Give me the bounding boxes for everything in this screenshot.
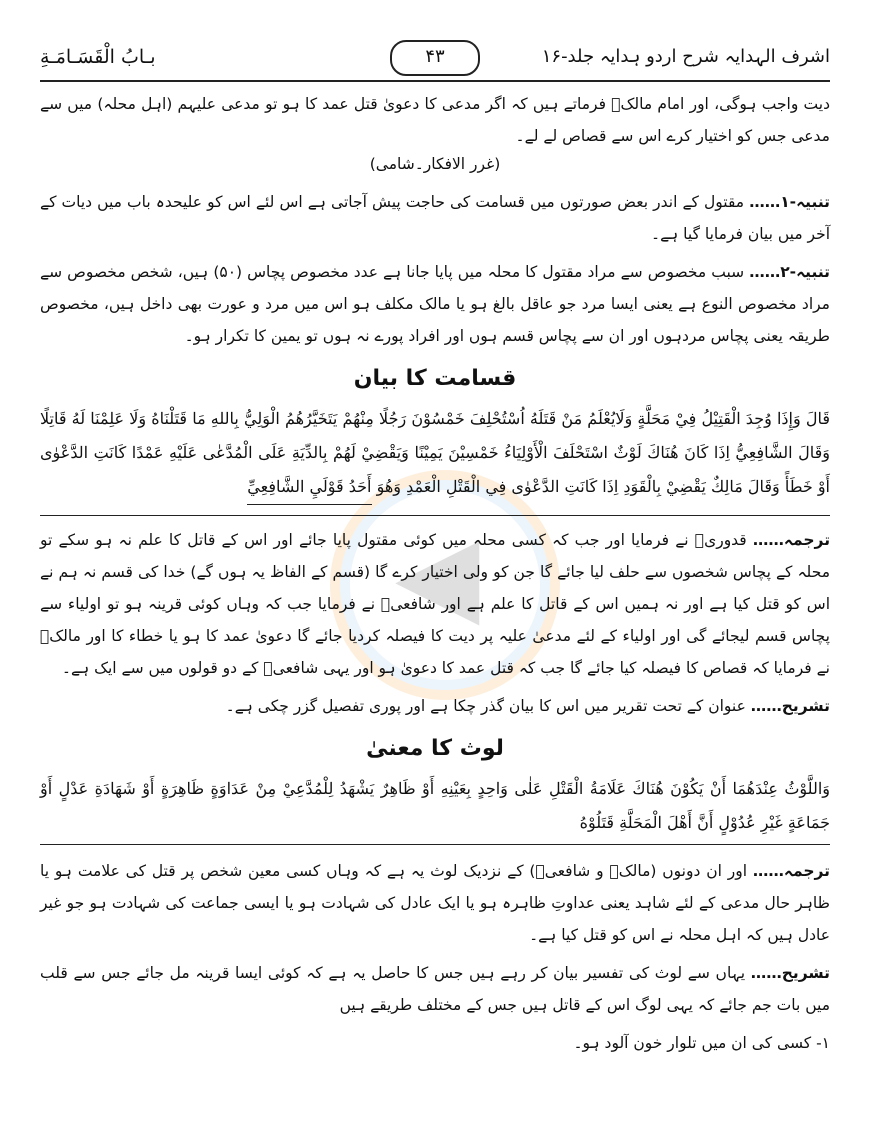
section-2-arabic: وَاللَّوْثُ عِنْدَهُمَا أَنْ يَكُوْنَ هُنَاكَ عَلَامَةُ الْقَتْلِ عَلٰى وَاحِدٍ بِعَيْنِهِ أَوْ ظَاهِرٌ يَشْهَدُ لِلْمُدَّعِيْ مِنْ عَدَاوَةٍ ظَاهِرَةٍ أَوْ شَهَادَةِ عَدْلٍ أَوْ جَمَاعَةٍ غَيْرِ عُدُوْلٍ أَنَّ أَهْلَ الْمَحَلَّةِ قَتَلُوْهُ: [40, 772, 830, 845]
section-1-arabic-tail: أَحَدُ قَوْلَيِ الشَّافِعِيِّ: [247, 470, 371, 505]
note-2-text: سبب مخصوص سے مراد مقتول کا محلہ میں پایا جانا ہے عدد مخصوص پچاس (۵۰) ہیں، شخص مخصوص سے مراد مخصوص النوع ہے یعنی ایسا مرد جو عاقل بالغ ہو یا مالک مکلف ہو اس میں مرد و عورت بھی داخل ہیں، مخصوص طریقہ یعنی پچاس مردہوں اور ان سے پچاس قسم ہوں اور افراد پورے نہ ہوں تو یمین کا تکرار ہو۔: [40, 263, 830, 345]
watermark-glyph-icon: ◀: [395, 510, 480, 638]
section-1-arabic: [40, 402, 830, 505]
intro-text: دیت واجب ہوگی، اور امام مالکؒ فرماتے ہیں کہ اگر مدعی کا دعویٰ قتل عمد کا ہو تو مدعی علیہم (اہل محلہ) میں سے مدعی جس کو اختیار کرے اس سے قصاص لے لے۔: [40, 95, 830, 145]
section-1-translation-lead: ترجمہ……: [752, 531, 831, 549]
section-1-heading: قسامت کا بیان: [353, 366, 517, 391]
note-2-lead: تنبیہ-۲……: [749, 263, 830, 281]
note-1-lead: تنبیہ-۱……: [749, 193, 830, 211]
section-1-translation-text: قدوریؒ نے فرمایا اور جب کہ کسی محلہ میں کوئی مقتول پایا جائے اور اس کے قاتل کا علم نہ ہو سکے تو محلہ کے پچاس شخصوں سے حلف لیا جائے گا جن کو ولی اختیار کرے گا (قسم کے الفاظ یہ ہوں گے) خدا کی قسم نہ ہم نے اس کو قتل کیا ہے اور نہ ہمیں اس کے قاتل کا علم ہے اور شافعیؒ نے فرمایا جب کہ وہاں کوئی قرینہ ہو تو اولیاء سے پچاس قسم لیجائے گی اور اولیاء کے لئے مدعیٰ علیہ پر دیت کا فیصلہ کردیا جائے گا دعویٰ عمد کا ہو یا خطاء کا اور مالکؒ نے فرمایا کہ قصاص کا فیصلہ کیا جائے گا جب کہ قتل عمد کا دعویٰ ہو اور یہی شافعیؒ کے دو قولوں میں سے ایک ہے۔: [40, 531, 830, 677]
section-2-commentary: [40, 957, 830, 1021]
intro-paragraph: [40, 88, 830, 180]
section-1-arabic-text: قَالَ وَإِذَا وُجِدَ الْقَتِيْلُ فِيْ مَحَلَّةٍ وَلَايُعْلَمُ مَنْ قَتَلَهُ اُسْتُحْلِفَ خَمْسُوْنَ رَجُلًا مِنْهُمْ يَتَخَيَّرُهُمُ الْوَلِيُّ بِاللهِ مَا قَتَلْنَاهُ وَلَا عَلِمْنَا لَهُ قَاتِلًا وَقَالَ الشَّافِعِيُّ اِذَا كَانَ هُنَاكَ لَوْثٌ اسْتَحْلَفَ الْأَوْلِيَاءُ خَمْسِيْنَ يَمِيْنًا وَيَقْضِيْ لَهُمْ بِالدِّيَةِ عَلَى الْمُدَّعٰى عَلَيْهِ عَمْدًا كَانَتِ الدَّعْوٰى أَوْ خَطَأً وَقَالَ مَالِكٌ يَقْضِيْ بِالْقَوَدِ اِذَا كَانَتِ الدَّعْوٰى فِي الْقَتْلِ الْعَمْدِ وَهُوَ: [40, 409, 830, 496]
note-2: [40, 256, 830, 352]
page-number: ۴۳: [390, 40, 480, 76]
section-2-translation-text: اور ان دونوں (مالکؒ و شافعیؒ) کے نزدیک لوث یہ ہے کہ وہاں کسی معین شخص پر قتل کی علامت ہو یا ظاہر حال مدعی کے لئے شاہد یعنی عداوتِ ظاہرہ ہو یا ایک عادل کی شہادت ہو یا ایسی جماعت کی شہادت ہو جو غیر عادل ہیں کہ اہل محلہ نے اس کو قتل کیا ہے۔: [40, 862, 830, 944]
section-1-commentary-lead: تشریح……: [750, 697, 830, 715]
page-content: [40, 88, 830, 1065]
section-2-translation-lead: ترجمہ……: [752, 862, 830, 880]
note-1: [40, 186, 830, 250]
page-header: [40, 40, 830, 82]
intro-source: (غرر الافکار۔شامی): [369, 155, 501, 173]
section-2-heading: لوث کا معنیٰ: [366, 736, 504, 761]
section-1-divider: [40, 515, 830, 516]
note-1-text: مقتول کے اندر بعض صورتوں میں قسامت کی حاجت پیش آجاتی ہے اس لئے اس کو علیحدہ باب میں دیات کے آخر میں بیان فرمایا گیا ہے۔: [40, 193, 830, 243]
section-1-commentary: [40, 690, 830, 722]
section-2-list-item-1: ۱- کسی کی ان میں تلوار خون آلود ہو۔: [573, 1034, 830, 1052]
book-title: اشرف الہدایہ شرح اردو ہدایہ جلد-۱۶: [541, 46, 830, 67]
section-1-commentary-text: عنوان کے تحت تقریر میں اس کا بیان گذر چکا ہے اور پوری تفصیل گزر چکی ہے۔: [225, 697, 746, 715]
section-1-translation: [40, 524, 830, 684]
chapter-title: بـابُ الْقَسَـامَـةِ: [40, 46, 156, 68]
section-2-commentary-text: یہاں سے لوث کی تفسیر بیان کر رہے ہیں جس کا حاصل یہ ہے کہ کوئی ایسا قرینہ مل جائے جس سے قلب میں بات جم جائے کہ یہی لوگ اس کے قاتل ہیں جس کے مختلف طریقے ہیں: [40, 964, 830, 1014]
section-2-translation: [40, 855, 830, 951]
section-2-commentary-lead: تشریح……: [750, 964, 830, 982]
